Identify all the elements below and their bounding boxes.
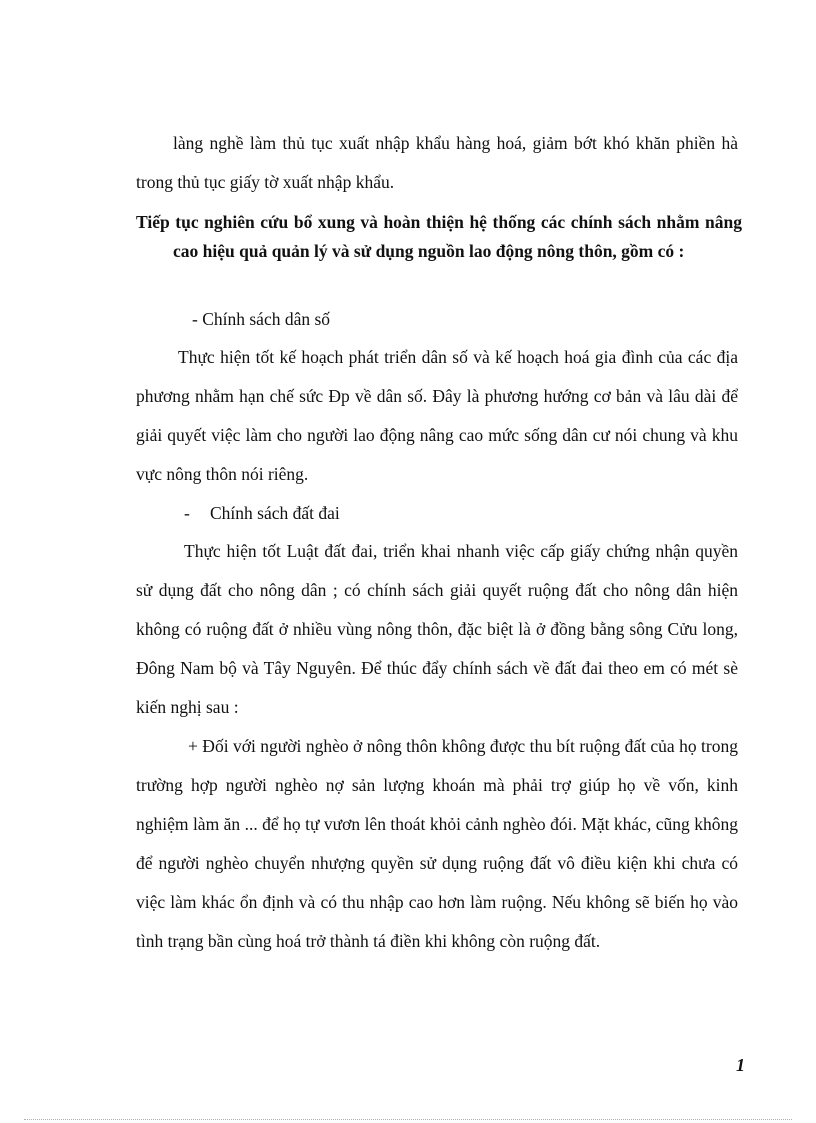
section-heading-text: Tiếp tục nghiên cứu bổ xung và hoàn thiện hệ thống các chính sách nhằm nâng cao hiệu quả quản lý và sử dụng nguồn lao động nông thôn, gồm có : (136, 212, 742, 261)
land-policy-paragraph: Thực hiện tốt Luật đất đai, triển khai nhanh việc cấp giấy chứng nhận quyền sử dụng đất cho nông dân ; có chính sách giải quyết ruộng đất cho nông dân hiện không có ruộng đất ở nhiều vùng nông thôn, đặc biệt là ở đồng bằng sông Cửu long, Đông Nam bộ và Tây Nguyên. Để thúc đẩy chính sách về đất đai theo em có mét sè kiến nghị sau : (136, 541, 738, 717)
section-heading (136, 208, 742, 266)
population-policy-paragraph: Thực hiện tốt kế hoạch phát triển dân số và kế hoạch hoá gia đình của các địa phương nhằm hạn chế sức Đp về dân số. Đây là phương hướng cơ bản và lâu dài để giải quyết việc làm cho người lao động nâng cao mức sống dân cư nói chung và khu vực nông thôn nói riêng. (136, 347, 738, 484)
page-number: 1 (736, 1055, 745, 1075)
population-policy-label: - Chính sách dân số (192, 309, 331, 329)
intro-paragraph: làng nghề làm thủ tục xuất nhập khẩu hàng hoá, giảm bớt khó khăn phiền hà trong thủ tục giấy tờ xuất nhập khẩu. (136, 133, 738, 192)
land-policy-dash: - (184, 503, 190, 523)
land-policy-label: Chính sách đất đai (210, 503, 340, 523)
recommendation-paragraph: + Đối với người nghèo ở nông thôn không được thu bít ruộng đất của họ trong trường hợp người nghèo nợ sản lượng khoán mà phải trợ giúp họ về vốn, kinh nghiệm làm ăn ... để họ tự vươn lên thoát khỏi cảnh nghèo đói. Mặt khác, cũng không để người nghèo chuyển nhượng quyền sử dụng ruộng đất vô điều kiện khi chưa có việc làm khác ổn định và có thu nhập cao hơn làm ruộng. Nếu không sẽ biến họ vào tình trạng bần cùng hoá trở thành tá điền khi không còn ruộng đất. (136, 736, 738, 951)
land-policy-subheading (184, 499, 340, 527)
page-bottom-divider (24, 1119, 792, 1120)
